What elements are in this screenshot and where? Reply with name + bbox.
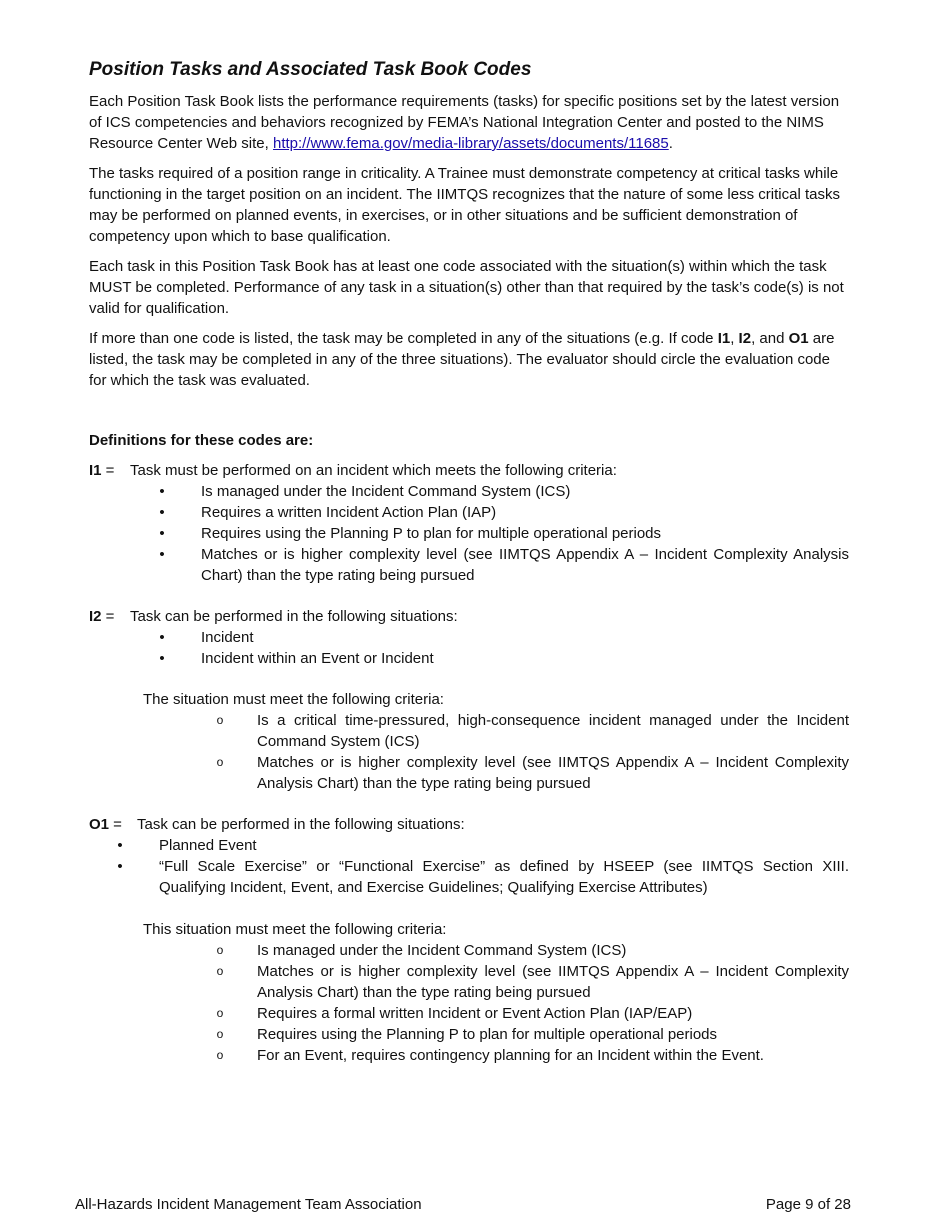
paragraph-text: If more than one code is listed, the task may be completed in any of the situations (e.g. If code <box>89 330 718 347</box>
code-i2-inline: I2 <box>738 330 752 347</box>
circle-bullet-icon: o <box>216 1048 224 1062</box>
o1-criteria-text: Requires using the Planning P to plan for multiple operational periods <box>257 1026 718 1043</box>
o1-list-item-text: Planned Event <box>159 837 257 854</box>
paragraph-criticality: The tasks required of a position range in criticality. A Trainee must demonstrate competency at critical tasks while functioning in the target position on an incident. The IIMTQS recognizes that the nature of some less critical tasks may be performed on planned events, in exercises, or in other situations and be sufficient demonstration of competency upon which to base qualification. <box>89 165 840 245</box>
paragraph-text: are listed, the task may be completed in any of the three situations). The evaluator should circle the evaluation code for which the task was evaluated. <box>89 330 835 389</box>
o1-list-item <box>113 856 850 898</box>
circle-bullet-icon: o <box>216 964 224 978</box>
i2-list-item <box>155 627 850 648</box>
paragraph-codes: Each task in this Position Task Book has at least one code associated with the situation(s) within which the task MUST be completed. Performance of any task in a situation(s) other than that required by the task’s code(s) is not valid for qualification. <box>89 258 844 317</box>
i2-list-item <box>155 648 850 669</box>
o1-criteria-item <box>213 961 850 1003</box>
bullet-icon: • <box>159 650 165 667</box>
o1-criteria-item <box>213 1024 850 1045</box>
bullet-icon: • <box>159 483 165 500</box>
i1-code: I1 <box>89 462 102 479</box>
section-heading: Position Tasks and Associated Task Book Codes <box>89 59 532 80</box>
paragraph-multiple-codes <box>89 328 849 391</box>
circle-bullet-icon: o <box>216 1027 224 1041</box>
i2-equals: = <box>101 608 115 625</box>
i1-definition-line <box>89 460 114 481</box>
paragraph-text: , and <box>751 330 789 347</box>
footer-organization: All-Hazards Incident Management Team Association <box>75 1196 422 1213</box>
i2-criteria-intro: The situation must meet the following criteria: <box>143 691 444 708</box>
bullet-icon: • <box>159 546 165 563</box>
circle-bullet-icon: o <box>216 755 224 769</box>
i2-description: Task can be performed in the following situations: <box>130 608 458 625</box>
i1-list-item <box>155 502 850 523</box>
paragraph-text: Each Position Task Book lists the performance requirements (tasks) for specific positions set by the latest version of ICS competencies and behaviors recognized by FEMA’s National Integration Center and posted to the NIMS Resource Center Web site, <box>89 93 840 152</box>
o1-criteria-text: Matches or is higher complexity level (see IIMTQS Appendix A – Incident Complexity Analysis Chart) than the type rating being pursued <box>257 963 849 1001</box>
circle-bullet-icon: o <box>216 713 224 727</box>
bullet-icon: • <box>159 525 165 542</box>
i2-criteria-item <box>213 752 850 794</box>
footer-page-number: Page 9 of 28 <box>765 1196 851 1213</box>
fema-link[interactable]: http://www.fema.gov/media-library/assets/documents/11685 <box>272 135 669 152</box>
o1-definition-line <box>89 814 122 835</box>
i2-criteria-text: Matches or is higher complexity level (see IIMTQS Appendix A – Incident Complexity Analysis Chart) than the type rating being pursued <box>257 754 849 792</box>
i1-description: Task must be performed on an incident which meets the following criteria: <box>130 462 617 479</box>
i2-list-item-text: Incident within an Event or Incident <box>201 650 434 667</box>
bullet-icon: • <box>159 504 165 521</box>
paragraph-text: , <box>730 330 739 347</box>
o1-description: Task can be performed in the following situations: <box>137 816 465 833</box>
o1-criteria-text: For an Event, requires contingency planning for an Incident within the Event. <box>257 1047 764 1064</box>
i1-list-item-text: Requires a written Incident Action Plan (IAP) <box>201 504 497 521</box>
i1-list-item <box>155 544 850 586</box>
circle-bullet-icon: o <box>216 943 224 957</box>
circle-bullet-icon: o <box>216 1006 224 1020</box>
o1-equals: = <box>109 816 122 833</box>
i1-list-item-text: Is managed under the Incident Command System (ICS) <box>201 483 571 500</box>
i1-list-item <box>155 523 850 544</box>
o1-criteria-item <box>213 940 850 961</box>
bullet-icon: • <box>117 837 123 854</box>
i1-equals: = <box>101 462 115 479</box>
paragraph-task-book-intro <box>89 91 849 154</box>
definitions-title: Definitions for these codes are: <box>89 432 314 449</box>
code-o1-inline: O1 <box>788 330 809 347</box>
o1-criteria-text: Requires a formal written Incident or Event Action Plan (IAP/EAP) <box>257 1005 693 1022</box>
bullet-icon: • <box>117 858 123 875</box>
i2-criteria-text: Is a critical time-pressured, high-consequence incident managed under the Incident Command System (ICS) <box>257 712 849 750</box>
paragraph-period: . <box>668 135 673 152</box>
o1-criteria-intro: This situation must meet the following criteria: <box>143 921 447 938</box>
i1-list-item <box>155 481 850 502</box>
i1-list-item-text: Matches or is higher complexity level (see IIMTQS Appendix A – Incident Complexity Analysis Chart) than the type rating being pursued <box>201 546 849 584</box>
bullet-icon: • <box>159 629 165 646</box>
o1-criteria-item <box>213 1045 850 1066</box>
o1-criteria-item <box>213 1003 850 1024</box>
code-i1-inline: I1 <box>717 330 731 347</box>
i1-list-item-text: Requires using the Planning P to plan for multiple operational periods <box>201 525 662 542</box>
o1-list-item-text: “Full Scale Exercise” or “Functional Exercise” as defined by HSEEP (see IIMTQS Section XIII. Qualifying Incident, Event, and Exercise Guidelines; Qualifying Exercise Attributes) <box>159 858 849 896</box>
o1-criteria-text: Is managed under the Incident Command System (ICS) <box>257 942 627 959</box>
o1-list-item <box>113 835 850 856</box>
i2-criteria-item <box>213 710 850 752</box>
i2-definition-line <box>89 606 114 627</box>
i2-list-item-text: Incident <box>201 629 254 646</box>
o1-code: O1 <box>89 816 110 833</box>
i2-code: I2 <box>89 608 102 625</box>
